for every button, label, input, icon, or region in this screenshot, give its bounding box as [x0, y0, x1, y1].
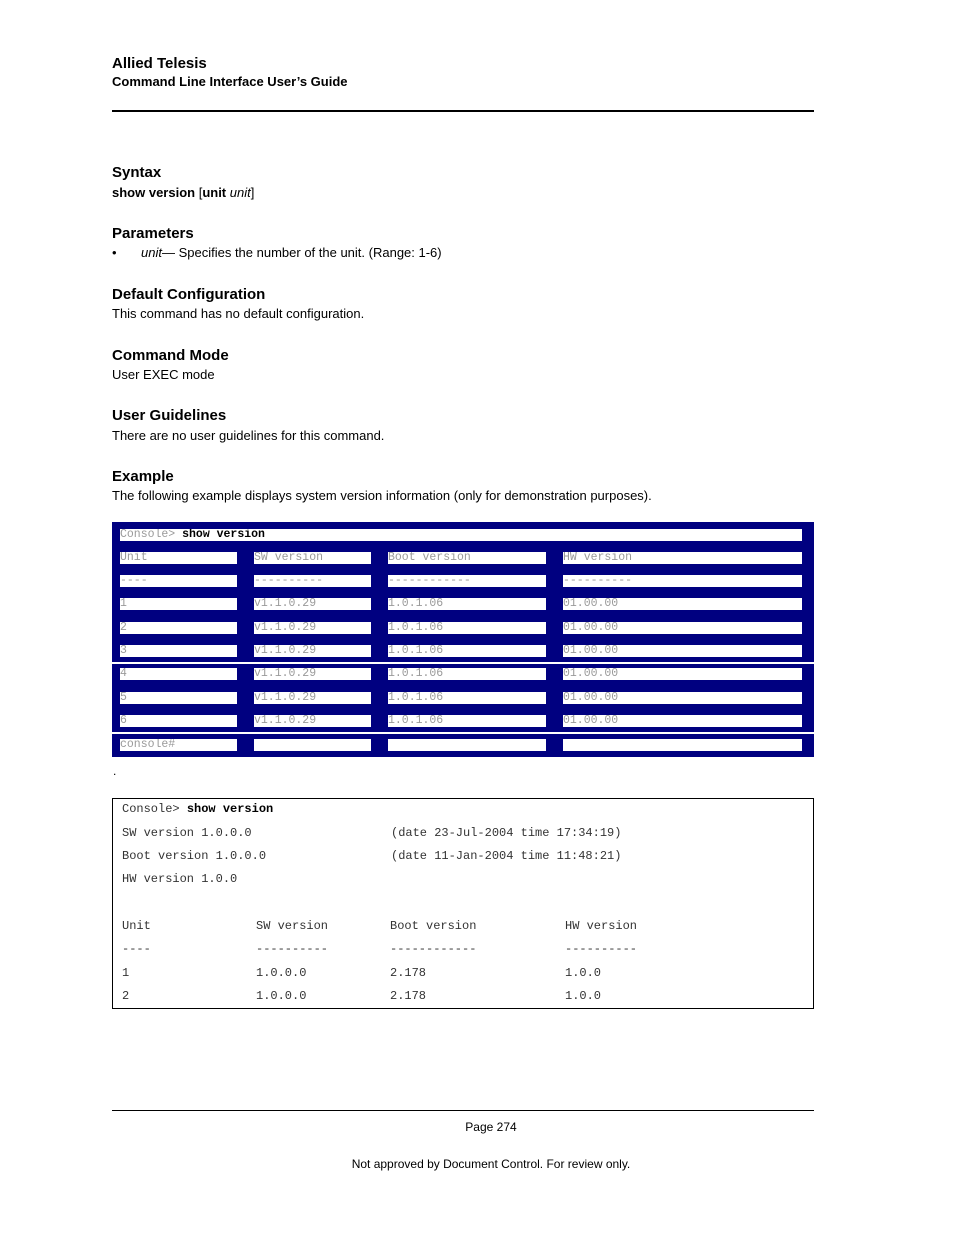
console2-row2-boot: 2.178	[390, 989, 427, 1003]
parameter-description: — Specifies the number of the unit. (Range: 1-6)	[161, 245, 442, 260]
console1-row1-unit: 1	[120, 598, 237, 610]
syntax-command: show version	[112, 185, 196, 200]
console2-dash-hw: ----------	[565, 942, 638, 956]
console2-row1-unit: 1	[122, 966, 130, 980]
command-mode-heading: Command Mode	[112, 347, 229, 364]
review-note: Not approved by Document Control. For review only.	[351, 1157, 631, 1171]
console1-separator	[112, 662, 814, 664]
console1-row2-sw: v1.1.0.29	[254, 622, 371, 634]
console1-header-sw: SW version	[254, 552, 371, 564]
console1-row3-hw: 01.00.00	[563, 645, 802, 657]
console1-prompt-row	[120, 529, 802, 541]
console1-end-blank-hw	[563, 739, 802, 751]
console1-dash-sw: ----------	[254, 575, 371, 587]
console1-header-unit: Unit	[120, 552, 237, 564]
console2-boot-line: Boot version 1.0.0.0	[122, 849, 267, 863]
console2-row1-boot: 2.178	[390, 966, 427, 980]
console2-command: show version	[186, 802, 274, 816]
console1-end-blank-boot	[388, 739, 546, 751]
console1-row6-hw: 01.00.00	[563, 715, 802, 727]
parameters-bullet: •	[112, 245, 117, 260]
console2-dash-boot: ------------	[390, 942, 477, 956]
parameters-item	[141, 245, 442, 260]
console1-command: show version	[182, 529, 265, 541]
console1-dash-hw: ----------	[563, 575, 802, 587]
console1-row3-sw: v1.1.0.29	[254, 645, 371, 657]
console1-row6-unit: 6	[120, 715, 237, 727]
console2-row2-unit: 2	[122, 989, 130, 1003]
default-config-heading: Default Configuration	[112, 286, 266, 303]
console2-prompt-line	[122, 802, 273, 816]
syntax-argument: unit	[229, 185, 251, 200]
console1-row2-hw: 01.00.00	[563, 622, 802, 634]
console1-header-boot: Boot version	[388, 552, 546, 564]
console2-dash-unit: ----	[122, 942, 151, 956]
console1-dash-unit: ----	[120, 575, 237, 587]
console2-row2-hw: 1.0.0	[565, 989, 602, 1003]
page-number: Page 274	[465, 1120, 517, 1134]
console2-row2-sw: 1.0.0.0	[256, 989, 307, 1003]
syntax-line	[112, 185, 254, 200]
console1-row1-hw: 01.00.00	[563, 598, 802, 610]
footer-rule	[112, 1110, 814, 1111]
console-output-bordered	[112, 798, 814, 1009]
command-mode-text: User EXEC mode	[112, 367, 215, 382]
example-heading: Example	[112, 468, 174, 485]
console2-header-boot: Boot version	[390, 919, 477, 933]
console1-row4-sw: v1.1.0.29	[254, 668, 371, 680]
console1-end-blank-sw	[254, 739, 371, 751]
syntax-heading: Syntax	[112, 164, 162, 181]
user-guidelines-text: There are no user guidelines for this command.	[112, 428, 385, 443]
console1-dash-boot: ------------	[388, 575, 546, 587]
console2-boot-date: (date 11-Jan-2004 time 11:48:21)	[391, 849, 622, 863]
console1-row4-boot: 1.0.1.06	[388, 668, 546, 680]
syntax-keyword: unit	[202, 185, 227, 200]
console1-prompt: Console>	[120, 529, 183, 541]
console2-header-unit: Unit	[122, 919, 151, 933]
console2-sw-date: (date 23-Jul-2004 time 17:34:19)	[391, 826, 622, 840]
console1-row1-boot: 1.0.1.06	[388, 598, 546, 610]
console2-prompt: Console>	[122, 802, 187, 816]
syntax-close-bracket: ]	[250, 185, 255, 200]
console2-row1-hw: 1.0.0	[565, 966, 602, 980]
console1-row6-boot: 1.0.1.06	[388, 715, 546, 727]
console1-row5-sw: v1.1.0.29	[254, 692, 371, 704]
console2-sw-line: SW version 1.0.0.0	[122, 826, 252, 840]
parameter-term: unit	[141, 245, 162, 260]
console1-row5-boot: 1.0.1.06	[388, 692, 546, 704]
console1-row6-sw: v1.1.0.29	[254, 715, 371, 727]
stray-dot: .	[113, 764, 117, 778]
parameters-heading: Parameters	[112, 225, 194, 242]
console1-row4-unit: 4	[120, 668, 237, 680]
console1-row5-unit: 5	[120, 692, 237, 704]
syntax-open-bracket: [	[195, 185, 203, 200]
user-guidelines-heading: User Guidelines	[112, 407, 227, 424]
console1-row3-unit: 3	[120, 645, 237, 657]
console-output-blue	[112, 522, 814, 757]
console1-row1-sw: v1.1.0.29	[254, 598, 371, 610]
guide-title: Command Line Interface User’s Guide	[112, 74, 348, 89]
console2-header-hw: HW version	[565, 919, 638, 933]
default-config-text: This command has no default configuration.	[112, 306, 365, 321]
console1-row5-hw: 01.00.00	[563, 692, 802, 704]
console1-row4-hw: 01.00.00	[563, 668, 802, 680]
console1-separator-2	[112, 732, 814, 734]
example-text: The following example displays system version information (only for demonstration purposes).	[112, 488, 652, 503]
console1-end-prompt: console#	[120, 739, 237, 751]
console2-dash-sw: ----------	[256, 942, 329, 956]
console2-hw-line: HW version 1.0.0	[122, 872, 238, 886]
console2-row1-sw: 1.0.0.0	[256, 966, 307, 980]
console1-row3-boot: 1.0.1.06	[388, 645, 546, 657]
company-name: Allied Telesis	[112, 55, 207, 72]
console2-header-sw: SW version	[256, 919, 329, 933]
console1-row2-boot: 1.0.1.06	[388, 622, 546, 634]
console1-header-hw: HW version	[563, 552, 802, 564]
console1-row2-unit: 2	[120, 622, 237, 634]
header-rule	[112, 110, 814, 112]
